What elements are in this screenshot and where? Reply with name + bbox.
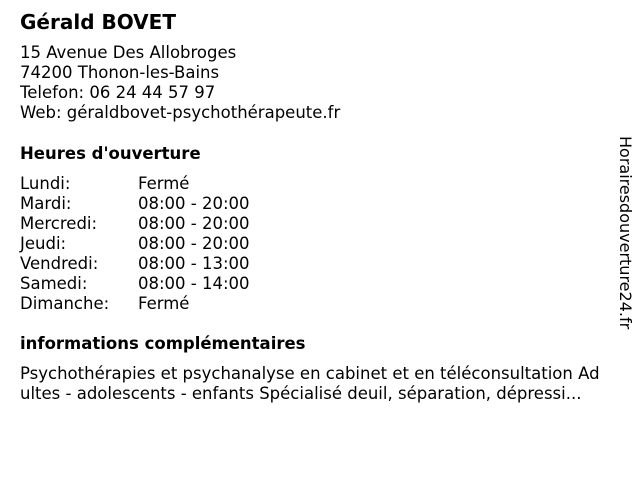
hours-row-monday: [20, 174, 250, 194]
description-line: Psychothérapies et psychanalyse en cabinet et en téléconsultation Ad: [20, 364, 600, 383]
hours-time: 08:00 - 20:00: [138, 214, 250, 233]
hours-time: 08:00 - 14:00: [138, 274, 250, 293]
hours-day: Lundi:: [20, 174, 71, 193]
hours-table: [20, 174, 250, 314]
hours-row-friday: [20, 254, 250, 274]
hours-day: Mardi:: [20, 194, 72, 213]
hours-row-thursday: [20, 234, 250, 254]
contact-block: [20, 43, 340, 123]
hours-row-wednesday: [20, 214, 250, 234]
hours-time: 08:00 - 20:00: [138, 194, 250, 213]
hours-time: Fermé: [138, 294, 190, 313]
watermark: [614, 136, 636, 346]
hours-day: Vendredi:: [20, 254, 99, 273]
hours-row-saturday: [20, 274, 250, 294]
hours-time: Fermé: [138, 174, 190, 193]
hours-day: Samedi:: [20, 274, 88, 293]
address-line-city: 74200 Thonon-les-Bains: [20, 63, 220, 82]
info-description: [20, 364, 624, 404]
hours-day: Dimanche:: [20, 294, 110, 313]
phone-text: Telefon: 06 24 44 57 97: [20, 83, 216, 102]
address-line-street: 15 Avenue Des Allobroges: [20, 43, 237, 62]
hours-time: 08:00 - 13:00: [138, 254, 250, 273]
hours-heading: Heures d'ouverture: [20, 144, 201, 163]
hours-day: Mercredi:: [20, 214, 98, 233]
business-name: Gérald BOVET: [20, 10, 176, 34]
hours-row-tuesday: [20, 194, 250, 214]
hours-row-sunday: [20, 294, 250, 314]
description-line: ultes - adolescents - enfants Spécialisé deuil, séparation, dépressi...: [20, 384, 582, 403]
watermark-text: Horairesdouverture24.fr: [616, 136, 635, 330]
hours-day: Jeudi:: [20, 234, 67, 253]
hours-time: 08:00 - 20:00: [138, 234, 250, 253]
website-text: Web: géraldbovet-psychothérapeute.fr: [20, 103, 341, 122]
info-heading: informations complémentaires: [20, 334, 306, 353]
